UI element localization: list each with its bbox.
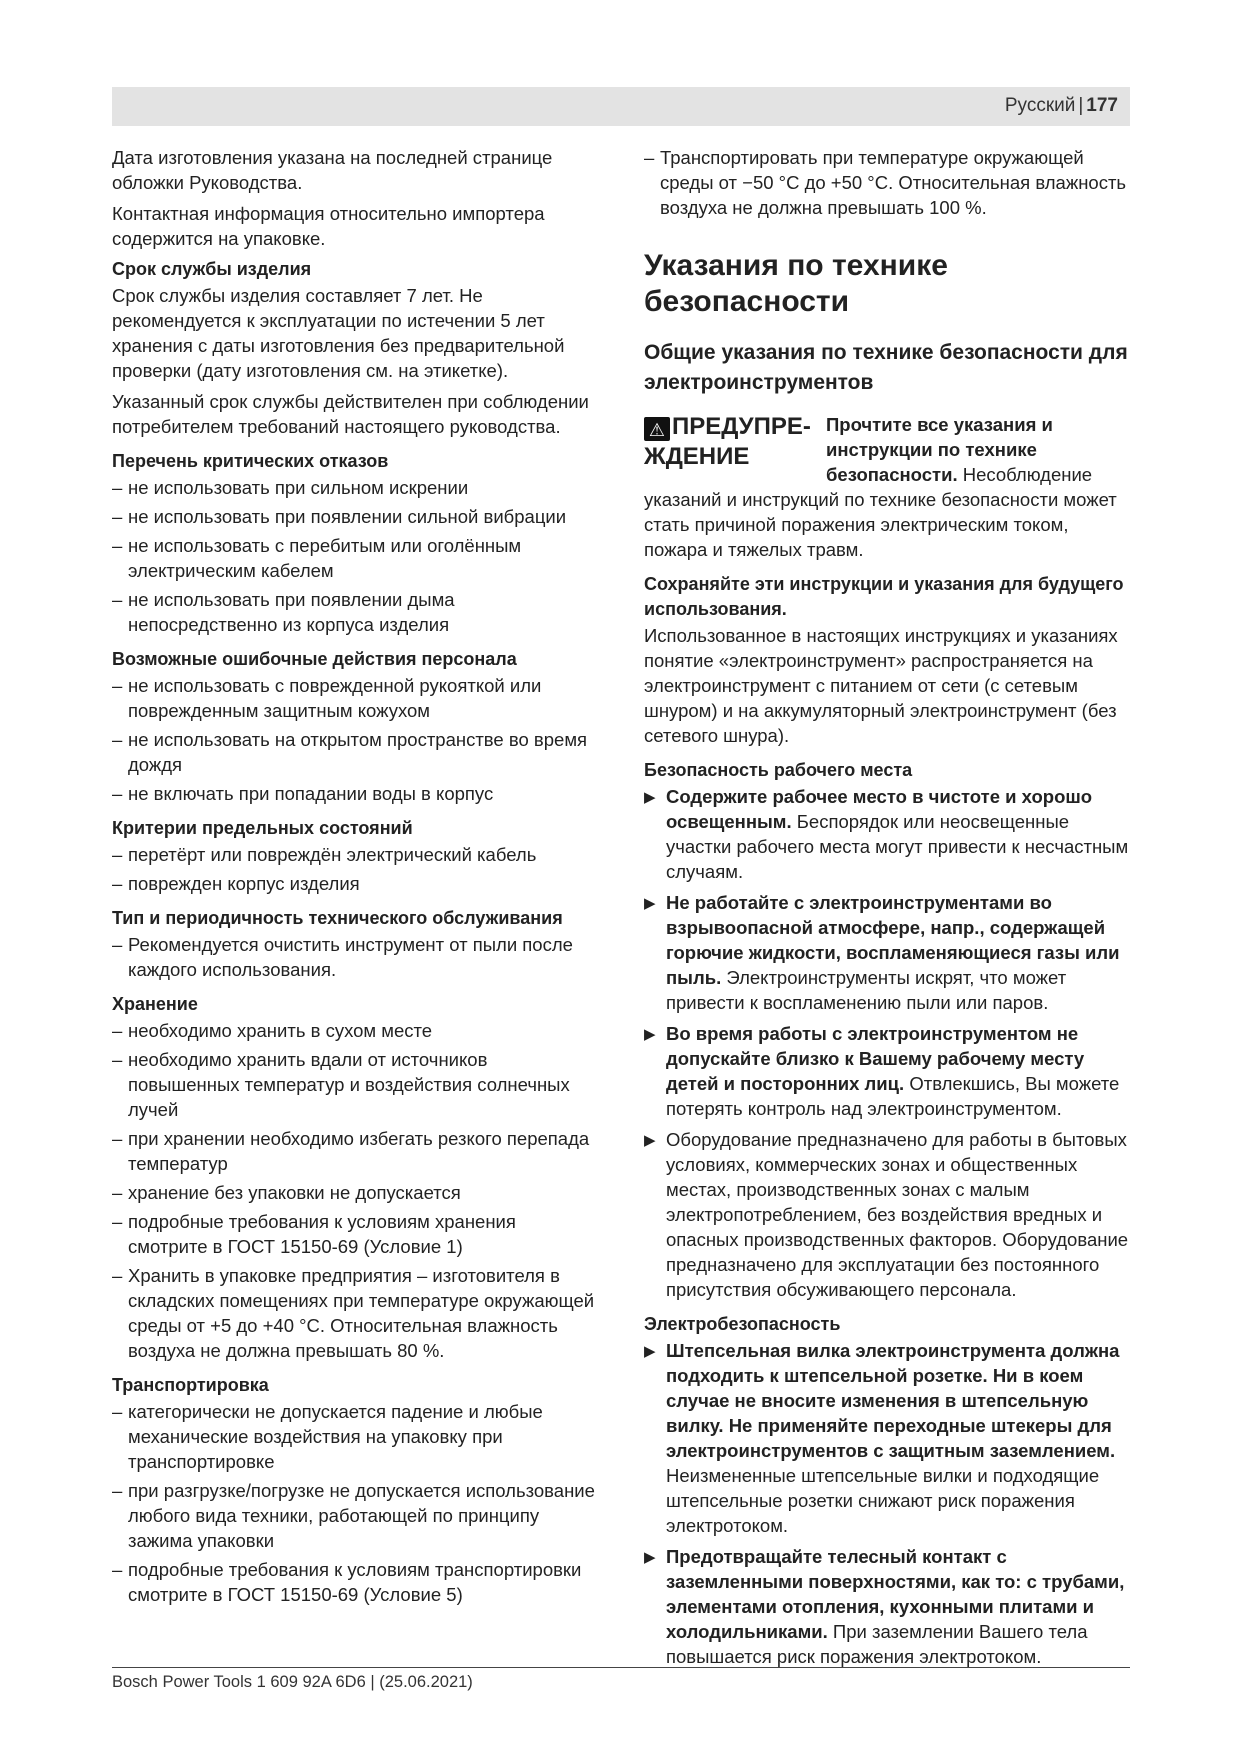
list-item xyxy=(644,784,1132,884)
transport-heading: Транспортировка xyxy=(112,1375,269,1395)
save-instructions-text: Использованное в настоящих инструкциях и указаниях понятие «электроинструмент» распространяется на электроинструмент с питанием от сети (с сетевым шнуром) и на аккумуляторный электроинструмент (без сетевого шнура). xyxy=(644,625,1118,746)
workplace-list xyxy=(644,784,1132,1302)
list-item xyxy=(644,1021,1132,1121)
list-item: – не использовать при появлении дыма непосредственно из корпуса изделия xyxy=(112,587,600,637)
personnel-errors-list xyxy=(112,673,600,806)
item-bold-text: Содержите рабочее место в чистоте и хорошо освещенным. xyxy=(666,786,1093,832)
right-column xyxy=(644,145,1132,1675)
critical-failures-list xyxy=(112,475,600,637)
list-item: – необходимо хранить вдали от источников повышенных температур и воздействия солнечных лучей xyxy=(112,1047,600,1122)
transport-continued-list xyxy=(644,145,1132,220)
list-item: – категорически не допускается падение и любые механические воздействия на упаковку при транспортировке xyxy=(112,1399,600,1474)
warning-triangle-icon: ⚠ xyxy=(644,417,670,441)
item-bold-text: Предотвращайте телесный контакт с заземленными поверхностями, как то: с трубами, элементами отопления, кухонными плитами и холодильниками. xyxy=(666,1546,1125,1642)
list-item: – подробные требования к условиям транспортировки смотрите в ГОСТ 15150-69 (Условие 5) xyxy=(112,1557,600,1607)
list-item: – подробные требования к условиям хранения смотрите в ГОСТ 15150-69 (Условие 1) xyxy=(112,1209,600,1259)
electrical-list xyxy=(644,1338,1132,1669)
personnel-errors-heading: Возможные ошибочные действия персонала xyxy=(112,649,517,669)
list-item: – Рекомендуется очистить инструмент от пыли после каждого использования. xyxy=(112,932,600,982)
list-item: – Транспортировать при температуре окружающей среды от −50 °C до +50 °C. Относительная влажность воздуха не должна превышать 100 %. xyxy=(644,145,1132,220)
list-item xyxy=(644,1544,1132,1669)
item-text: Отвлекшись, Вы можете потерять контроль над электроинструментом. xyxy=(666,1073,1120,1119)
footer-divider xyxy=(112,1667,1130,1668)
electrical-heading: Электробезопасность xyxy=(644,1314,841,1334)
section-title: Указания по технике безопасности xyxy=(644,249,948,318)
list-item xyxy=(644,1338,1132,1538)
header-text xyxy=(1005,95,1118,117)
item-text: Оборудование предназначено для работы в бытовых условиях, коммерческих зонах и общественных местах, производственных зонах с малым электропотреблением, без воздействия вредных и опасных производственных факторов. Оборудование предназначено для эксплуатации без постоянного присутствия обсуживающего персонала. xyxy=(666,1129,1129,1300)
item-text: При заземлении Вашего тела повышается риск поражения электротоком. xyxy=(666,1621,1088,1667)
critical-failures-heading: Перечень критических отказов xyxy=(112,451,389,471)
list-item: – необходимо хранить в сухом месте xyxy=(112,1018,600,1043)
left-column xyxy=(112,145,600,1611)
limit-states-heading: Критерии предельных состояний xyxy=(112,818,413,838)
item-text: Беспорядок или неосвещенные участки рабочего места могут привести к несчастным случаям. xyxy=(666,811,1129,882)
storage-heading: Хранение xyxy=(112,994,198,1014)
warning-label-line2: ЖДЕНИЕ xyxy=(644,443,750,470)
warning-block xyxy=(644,412,1132,562)
list-item xyxy=(644,1127,1132,1302)
workplace-heading: Безопасность рабочего места xyxy=(644,760,913,780)
list-item: – Хранить в упаковке предприятия – изготовителя в складских помещениях при температуре окружающей среды от +5 до +40 °C. Относительная влажность воздуха не должна превышать 80 %. xyxy=(112,1263,600,1363)
list-item: – не включать при попадании воды в корпус xyxy=(112,781,600,806)
item-bold-text: Штепсельная вилка электроинструмента должна подходить к штепсельной розетке. Ни в коем случае не вносите изменения в штепсельную вилку. Не применяйте переходные штекеры для электроинструментов с защитным заземлением. xyxy=(666,1340,1120,1461)
list-item: – при разгрузке/погрузке не допускается использование любого вида техники, работающей по принципу зажима упаковки xyxy=(112,1478,600,1553)
bullet-triangle-icon: ▶ xyxy=(644,1343,656,1360)
transport-list xyxy=(112,1399,600,1607)
bullet-triangle-icon: ▶ xyxy=(644,895,656,912)
save-instructions-heading: Сохраняйте эти инструкции и указания для будущего использования. xyxy=(644,574,1124,619)
list-item: – не использовать с поврежденной рукояткой или поврежденным защитным кожухом xyxy=(112,673,600,723)
service-life-paragraph: Указанный срок службы действителен при соблюдении потребителем требований настоящего руководства. xyxy=(112,391,589,437)
maintenance-heading: Тип и периодичность технического обслуживания xyxy=(112,908,563,928)
item-bold-text: Не работайте с электроинструментами во взрывоопасной атмосфере, напр., содержащей горючие жидкости, воспламеняющиеся газы или пыль. xyxy=(666,892,1120,988)
list-item: – поврежден корпус изделия xyxy=(112,871,600,896)
list-item: – при хранении необходимо избегать резкого перепада температур xyxy=(112,1126,600,1176)
subsection-title: Общие указания по технике безопасности для электроинструментов xyxy=(644,341,1128,394)
list-item: – хранение без упаковки не допускается xyxy=(112,1180,600,1205)
warning-label-line1: ПРЕДУПРЕ- xyxy=(672,413,811,440)
service-life-heading: Срок службы изделия xyxy=(112,259,312,279)
list-item: – перетёрт или повреждён электрический кабель xyxy=(112,842,600,867)
warning-bold-text: Прочтите все указания и инструкции по технике безопасности. xyxy=(826,414,1053,485)
bullet-triangle-icon: ▶ xyxy=(644,1549,656,1566)
storage-list xyxy=(112,1018,600,1363)
header-language: Русский xyxy=(1004,95,1076,116)
limit-states-list xyxy=(112,842,600,896)
list-item xyxy=(644,890,1132,1015)
list-item: – не использовать на открытом пространстве во время дождя xyxy=(112,727,600,777)
item-text: Электроинструменты искрят, что может привести к воспламенению пыли или паров. xyxy=(666,967,1067,1013)
warning-body-text: Несоблюдение указаний и инструкций по технике безопасности может стать причиной поражения электрическим током, пожара и тяжелых травм. xyxy=(644,464,1117,560)
item-text: Неизмененные штепсельные вилки и подходящие штепсельные розетки снижают риск поражения электротоком. xyxy=(666,1465,1100,1536)
service-life-paragraph: Срок службы изделия составляет 7 лет. Не рекомендуется к эксплуатации по истечении 5 лет хранения с даты изготовления без предварительной проверки (дату изготовления см. на этикетке). xyxy=(112,285,565,381)
page-number: 177 xyxy=(1086,95,1118,116)
list-item: – не использовать с перебитым или оголённым электрическим кабелем xyxy=(112,533,600,583)
maintenance-list xyxy=(112,932,600,982)
warning-label xyxy=(644,412,826,472)
header-separator: | xyxy=(1078,95,1084,116)
intro-paragraph: Дата изготовления указана на последней странице обложки Руководства. xyxy=(112,147,553,193)
bullet-triangle-icon: ▶ xyxy=(644,1026,656,1043)
page-footer: Bosch Power Tools 1 609 92A 6D6 | (25.06.2021) xyxy=(112,1673,473,1691)
item-bold-text: Во время работы с электроинструментом не допускайте близко к Вашему рабочему месту детей и посторонних лиц. xyxy=(666,1023,1085,1094)
page-header xyxy=(112,87,1130,126)
bullet-triangle-icon: ▶ xyxy=(644,789,656,806)
list-item: – не использовать при сильном искрении xyxy=(112,475,600,500)
intro-paragraph: Контактная информация относительно импортера содержится на упаковке. xyxy=(112,203,545,249)
list-item: – не использовать при появлении сильной вибрации xyxy=(112,504,600,529)
bullet-triangle-icon: ▶ xyxy=(644,1132,656,1149)
